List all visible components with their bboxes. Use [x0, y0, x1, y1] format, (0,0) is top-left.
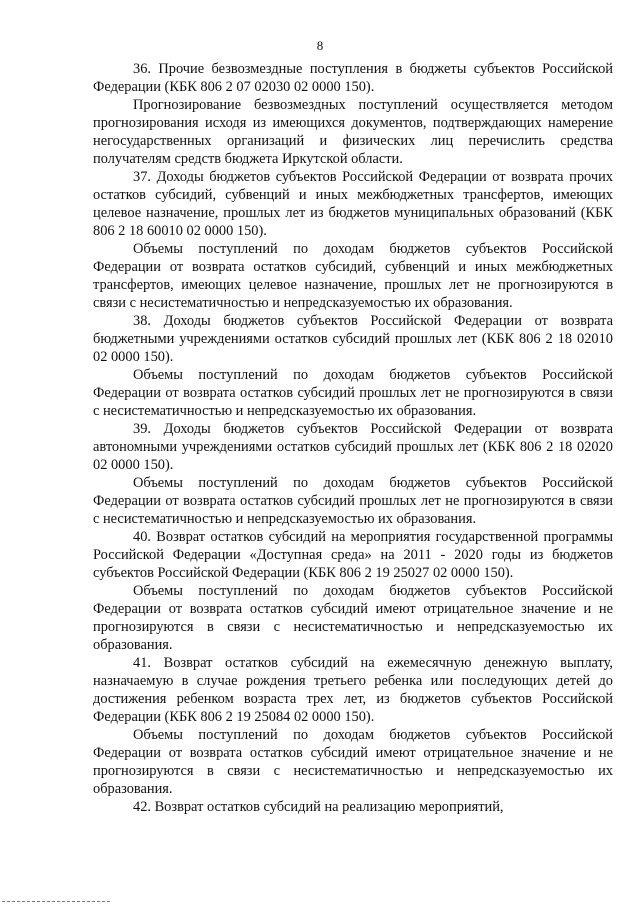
paragraph-36-heading: 36. Прочие безвозмездные поступления в бюджеты субъектов Российской Федерации (КБК 806 2 07 02030 02 0000 150). — [93, 61, 613, 95]
paragraph-41-text: Объемы поступлений по доходам бюджетов субъектов Российской Федерации от возврата остатков субсидий имеют отрицательное значение и не прогнозируются в связи с несистематичностью и непредсказуемостью их образования. — [93, 727, 613, 797]
paragraph-38-heading: 38. Доходы бюджетов субъектов Российской Федерации от возврата бюджетными учреждениями остатков субсидий прошлых лет (КБК 806 2 18 02010 02 0000 150). — [93, 313, 613, 365]
page-number: 8 — [316, 38, 324, 53]
paragraph-39-heading: 39. Доходы бюджетов субъектов Российской Федерации от возврата автономными учреждениями остатков субсидий прошлых лет (КБК 806 2 18 02020 02 0000 150). — [93, 421, 613, 473]
paragraph-39-text: Объемы поступлений по доходам бюджетов субъектов Российской Федерации от возврата остатков субсидий прошлых лет не прогнозируются в связи с несистематичностью и непредсказуемостью их образования. — [93, 475, 613, 527]
paragraph-41-heading: 41. Возврат остатков субсидий на ежемесячную денежную выплату, назначаемую в случае рождения третьего ребенка или последующих детей до достижения ребенком возраста трех лет, из бюджетов субъектов Российской Федерации (КБК 806 2 19 25084 02 0000 150). — [93, 655, 613, 725]
paragraph-40-heading: 40. Возврат остатков субсидий на мероприятия государственной программы Российской Федерации «Доступная среда» на 2011 - 2020 годы из бюджетов субъектов Российской Федерации (КБК 806 2 19 25027 02 0000 150). — [93, 529, 613, 581]
footer-rule — [2, 901, 110, 902]
paragraph-37-heading: 37. Доходы бюджетов субъектов Российской Федерации от возврата прочих остатков субсидий, субвенций и иных межбюджетных трансфертов, имеющих целевое назначение, прошлых лет из бюджетов муниципальных образований (КБК 806 2 18 60010 02 0000 150). — [93, 169, 613, 239]
paragraph-36-text: Прогнозирование безвозмездных поступлений осуществляется методом прогнозирования исходя из имеющихся документов, подтверждающих намерение негосударственных организаций и физических лиц перечислить средства получателям средств бюджета Иркутской области. — [93, 97, 613, 167]
paragraph-40-text: Объемы поступлений по доходам бюджетов субъектов Российской Федерации от возврата остатков субсидий имеют отрицательное значение и не прогнозируются в связи с несистематичностью и непредсказуемостью их образования. — [93, 583, 613, 653]
paragraph-38-text: Объемы поступлений по доходам бюджетов субъектов Российской Федерации от возврата остатков субсидий прошлых лет не прогнозируются в связи с несистематичностью и непредсказуемостью их образования. — [93, 367, 613, 419]
document-body — [93, 60, 613, 816]
paragraph-42-heading: 42. Возврат остатков субсидий на реализацию мероприятий, — [133, 799, 504, 815]
paragraph-37-text: Объемы поступлений по доходам бюджетов субъектов Российской Федерации от возврата остатков субсидий, субвенций и иных межбюджетных трансфертов, имеющих целевое назначение, прошлых лет не прогнозируются в связи с несистематичностью и непредсказуемостью их образования. — [93, 241, 613, 311]
